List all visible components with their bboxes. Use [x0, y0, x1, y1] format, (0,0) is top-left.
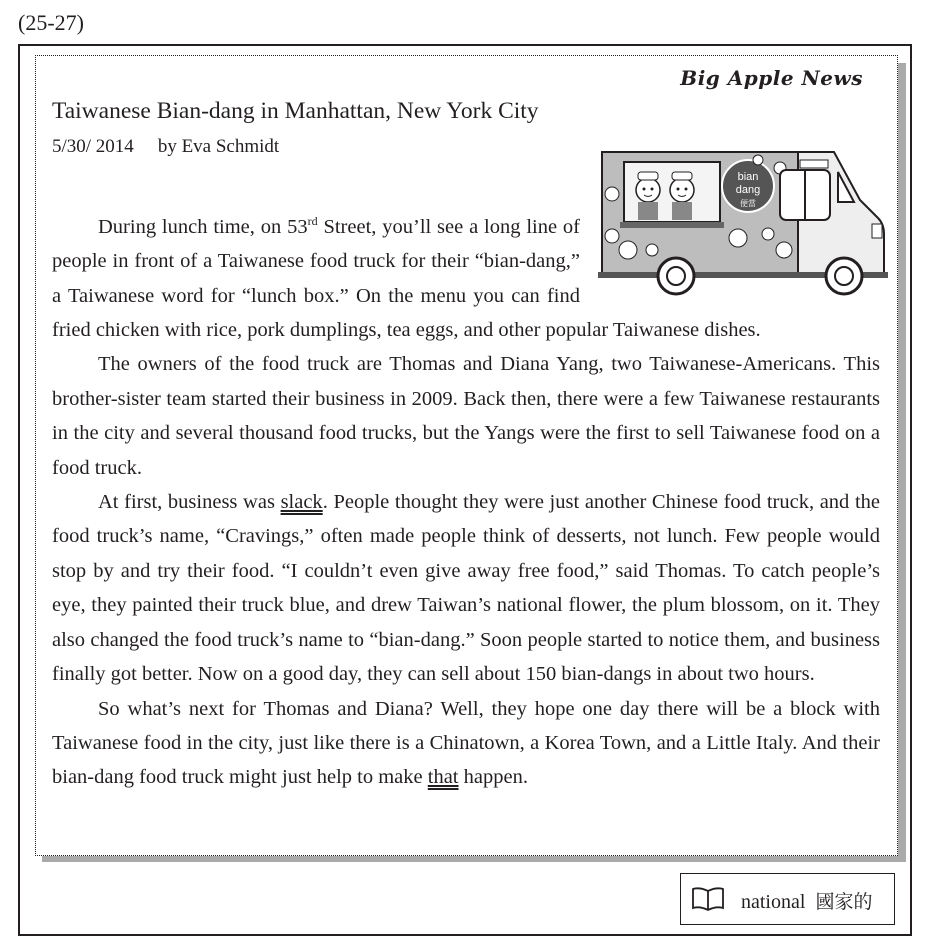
book-icon	[691, 886, 725, 912]
glossary-meaning: 國家的	[815, 891, 873, 913]
paragraph-1: During lunch time, on 53rd Street, you’ll see a long line of people in front of a Taiwanese food truck for their “bian-dang,” a Taiwanese word for “lunch box.” On the menu you can find fried chicken with rice, pork dumplings, tea eggs, and other popular Taiwanese dishes.	[52, 214, 761, 342]
glossary-word: national	[741, 891, 806, 913]
byline: by Eva Schmidt	[157, 136, 280, 157]
paragraph-3: At first, business was slack. People thought they were just another Chinese food truck, and the food truck’s name, “Cravings,” often made people think of desserts, not lunch. Few people would stop by and try their food. “I couldn’t even give away free food,” said Thomas. To catch people’s eye, they painted their truck blue, and drew Taiwan’s national flower, the plum blossom, on it. They also changed the food truck’s name to “bian-dang.” Soon people started to notice them, and business finally got better. Now on a good day, they can sell about 150 bian-dangs in about two hours.	[52, 491, 880, 686]
article-date: 5/30/ 2014	[52, 136, 134, 157]
paragraph-2: The owners of the food truck are Thomas and Diana Yang, two Taiwanese-Americans. This brother-sister team started their business in 2009. Back then, there were a few Taiwanese restaurants in the city and several thousand food trucks, but the Yangs were the first to sell Taiwanese food on a food truck.	[52, 353, 880, 479]
masthead: Big Apple News	[680, 66, 863, 90]
underlined-word-slack: slack	[280, 491, 323, 514]
truck-sign-line1: bian	[737, 171, 759, 183]
question-range: (25-27)	[18, 10, 84, 35]
paragraph-4: So what’s next for Thomas and Diana? Well, they hope one day there will be a block with Taiwanese food in the city, just like there is a Chinatown, a Korea Town, and a Little Italy. And their bian-dang food truck might just help to make that happen.	[52, 697, 880, 789]
truck-sign-chars: 便當	[740, 199, 756, 208]
glossary-box	[680, 873, 895, 925]
article-body	[52, 204, 880, 795]
underlined-word-that: that	[427, 766, 459, 789]
truck-sign-line2: dang	[735, 184, 761, 196]
dateline	[52, 136, 279, 158]
headline: Taiwanese Bian-dang in Manhattan, New York City	[52, 98, 539, 124]
news-article	[35, 55, 898, 856]
